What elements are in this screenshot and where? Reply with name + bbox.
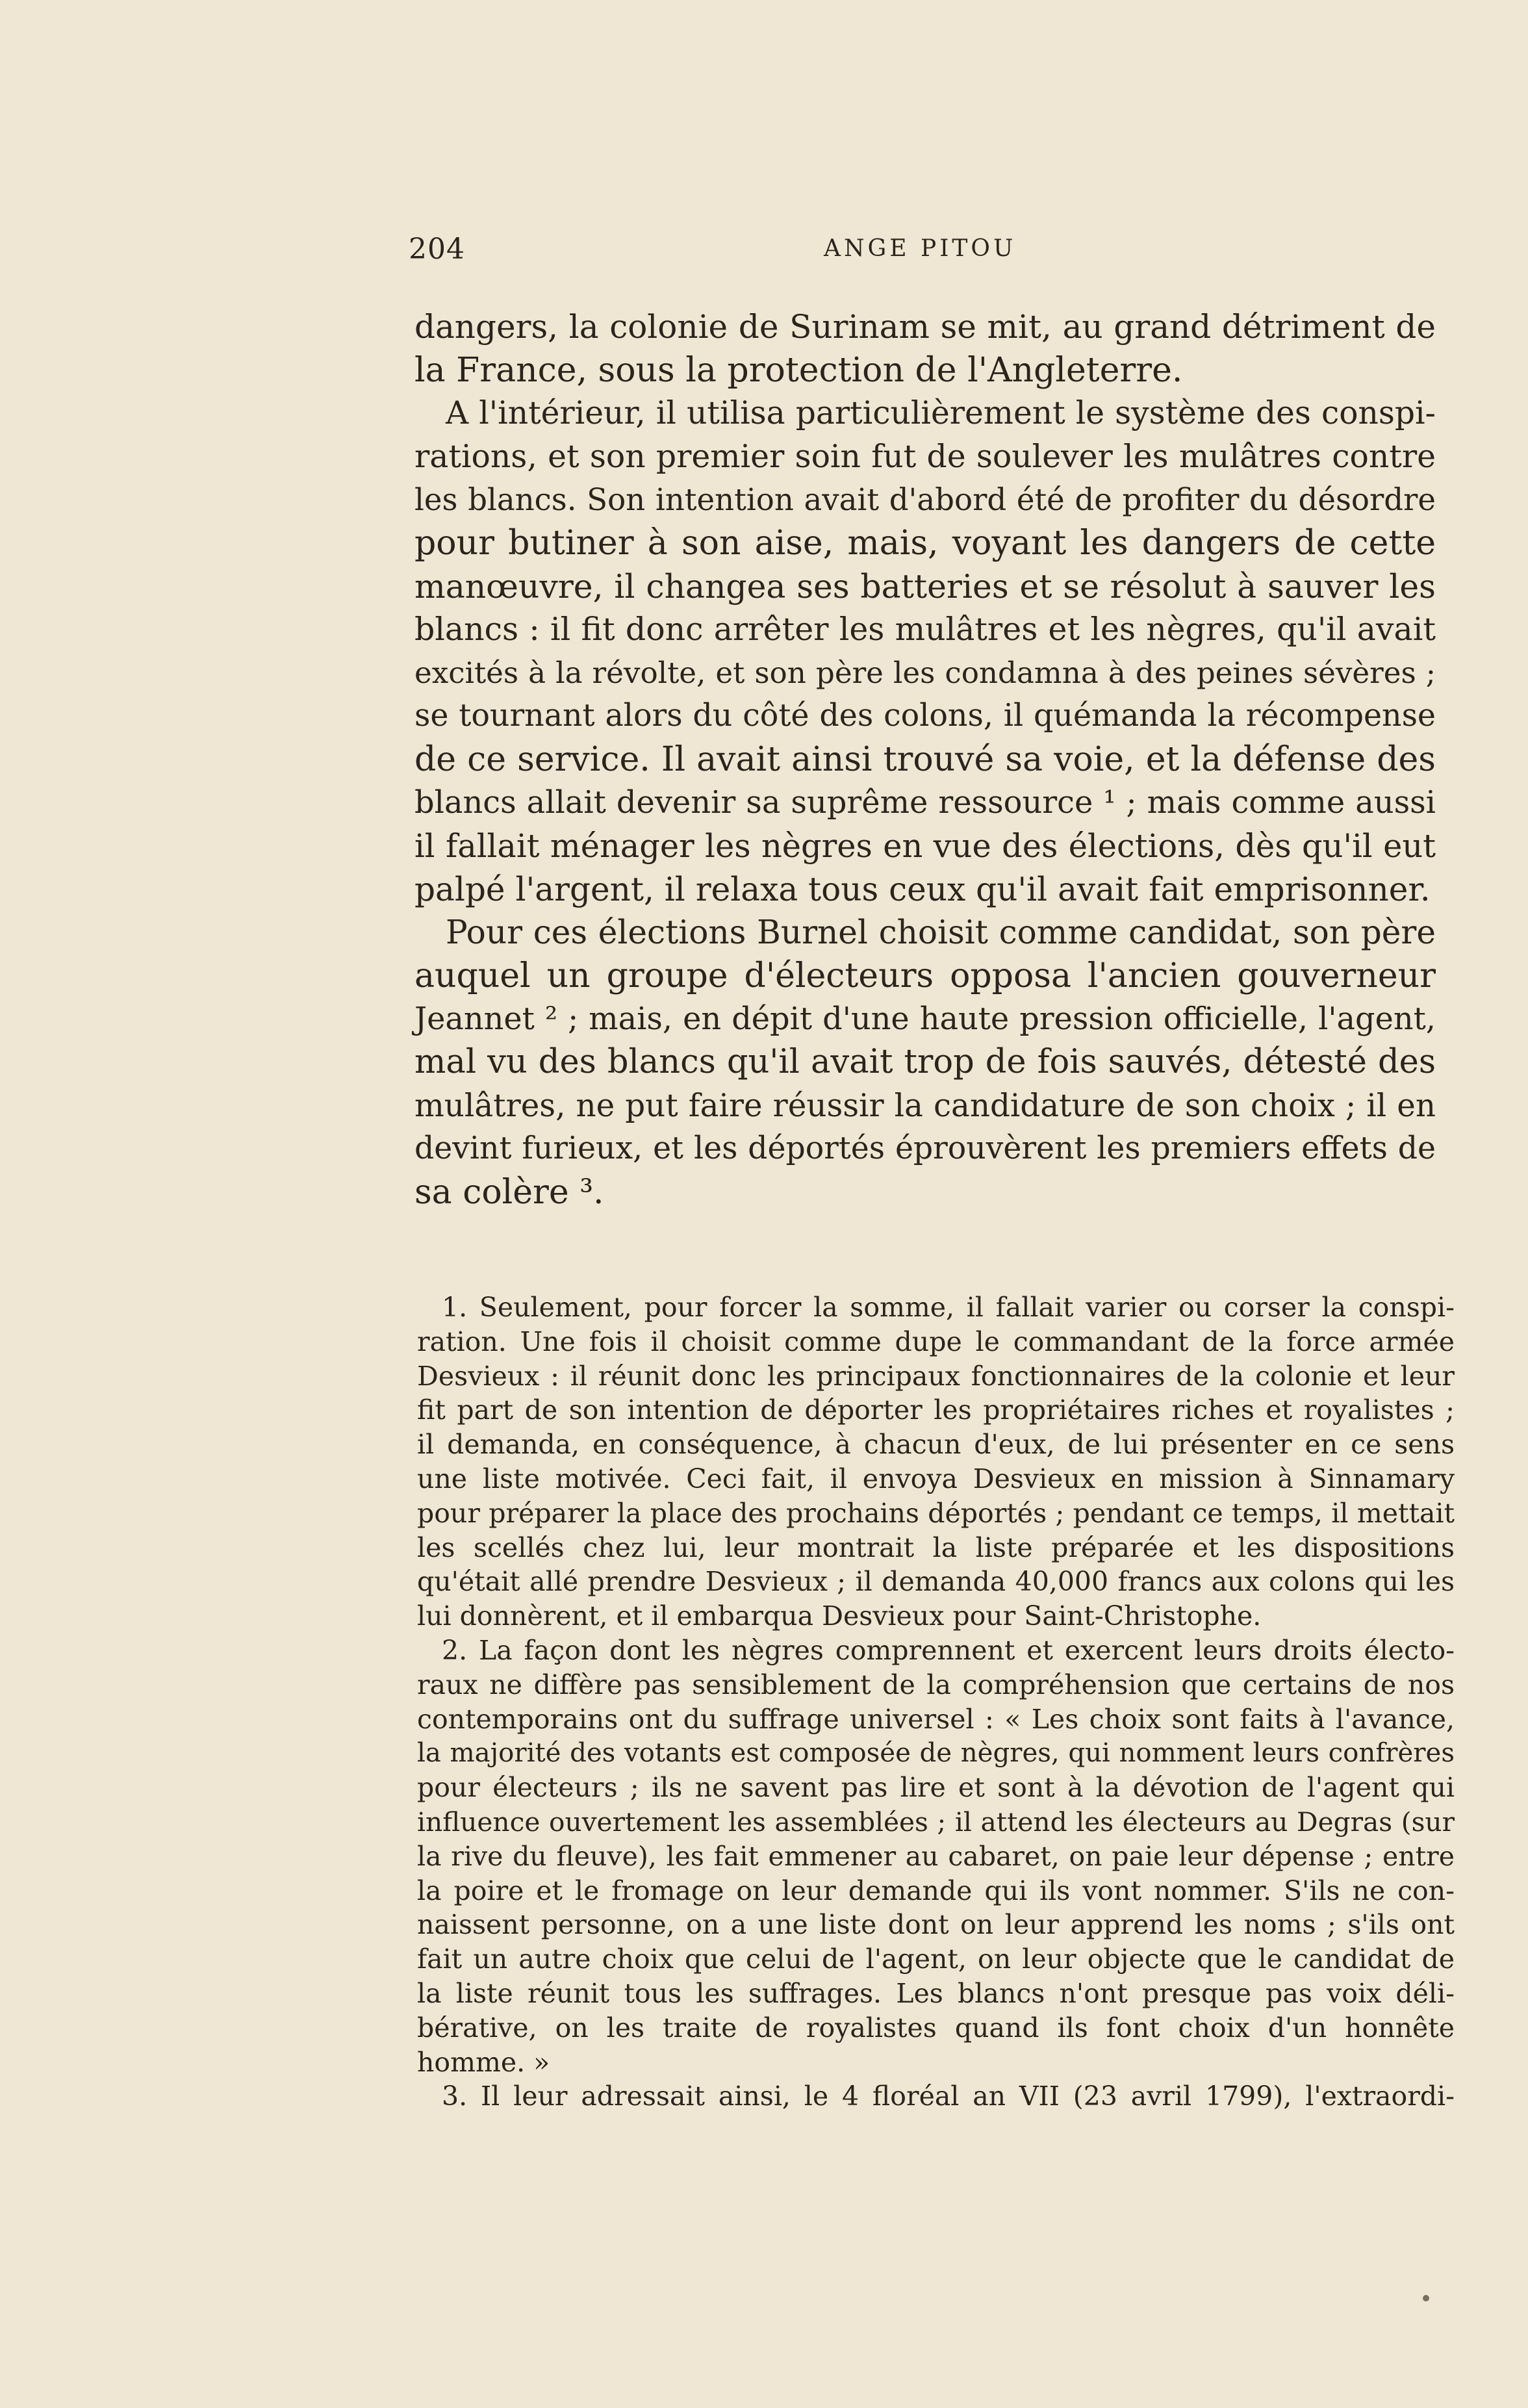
footnote-line: fait un autre choix que celui de l'agent, on leur objecte que le candidat de [417, 1943, 1455, 1975]
body-line: mal vu des blancs qu'il avait trop de fois sauvés, détesté des [414, 1043, 1436, 1082]
body-line: la France, sous la protection de l'Angleterre. [414, 350, 1183, 390]
footnote-line: la majorité des votants est composée de nègres, qui nomment leurs confrères [417, 1738, 1455, 1769]
body-line: palpé l'argent, il relaxa tous ceux qu'il avait fait emprisonner. [414, 870, 1431, 908]
footnote-line: 1. Seulement, pour forcer la somme, il fallait varier ou corser la conspi- [442, 1292, 1455, 1323]
footnote-line: une liste motivée. Ceci fait, il envoya Desvieux en mission à Sinnamary [417, 1463, 1455, 1494]
running-head: ANGE PITOU [824, 235, 1017, 262]
footnote-line: il demanda, en conséquence, à chacun d'eux, de lui présenter en ce sens [417, 1429, 1455, 1461]
footnote-line: contemporains ont du suffrage universel : « Les choix sont faits à l'avance, [417, 1703, 1455, 1735]
body-line: Jeannet ² ; mais, en dépit d'une haute pression officielle, l'agent, [414, 1001, 1436, 1037]
footnote-line: les scellés chez lui, leur montrait la liste préparée et les dispositions [417, 1531, 1455, 1563]
body-line: auquel un groupe d'électeurs opposa l'ancien gouverneur [414, 956, 1436, 995]
footnote-line: la poire et le fromage on leur demande qui ils vont nommer. S'ils ne con- [417, 1875, 1455, 1906]
body-line: rations, et son premier soin fut de soulever les mulâtres contre [414, 438, 1436, 475]
footnote-line: la liste réunit tous les suffrages. Les blancs n'ont presque pas voix déli- [417, 1977, 1455, 2009]
body-line: blancs allait devenir sa suprême ressource ¹ ; mais comme aussi [414, 784, 1436, 821]
body-line: blancs : il fit donc arrêter les mulâtres et les nègres, qu'il avait [414, 611, 1436, 648]
footnote-line: bérative, on les traite de royalistes quand ils font choix d'un honnête [417, 2012, 1455, 2043]
main-text [414, 305, 1436, 1214]
footnote-line: 2. La façon dont les nègres comprennent et exercent leurs droits électo- [442, 1634, 1455, 1666]
body-line: il fallait ménager les nègres en vue des élections, dès qu'il eut [414, 827, 1436, 865]
body-line: excités à la révolte, et son père les condamna à des peines sévères ; [414, 655, 1436, 690]
body-line: Pour ces élections Burnel choisit comme candidat, son père [446, 914, 1436, 952]
body-line: A l'intérieur, il utilisa particulièrement le système des conspi- [446, 395, 1436, 432]
footnote-line: influence ouvertement les assemblées ; il attend les électeurs au Degras (sur [417, 1806, 1455, 1838]
footnote-line: homme. » [417, 2046, 550, 2078]
body-line: se tournant alors du côté des colons, il quémanda la récompense [414, 698, 1436, 734]
footnote-line: ration. Une fois il choisit comme dupe le commandant de la force armée [417, 1326, 1455, 1357]
footnote-line: pour électeurs ; ils ne savent pas lire et sont à la dévotion de l'agent qui [417, 1772, 1455, 1804]
footnote-line: naissent personne, on a une liste dont on leur apprend les noms ; s'ils ont [417, 1909, 1455, 1941]
body-line: pour butiner à son aise, mais, voyant les dangers de cette [414, 523, 1436, 563]
body-line: mulâtres, ne put faire réussir la candidature de son choix ; il en [414, 1087, 1436, 1124]
body-line: dangers, la colonie de Surinam se mit, au grand détriment de [414, 308, 1436, 346]
footnote-line: 3. Il leur adressait ainsi, le 4 floréal an VII (23 avril 1799), l'extraordi- [442, 2081, 1455, 2112]
footnote-line: lui donnèrent, et il embarqua Desvieux pour Saint-Christophe. [417, 1600, 1262, 1632]
body-line: de ce service. Il avait ainsi trouvé sa voie, et la défense des [414, 739, 1436, 779]
body-line: les blancs. Son intention avait d'abord été de profiter du désordre [414, 482, 1436, 518]
paper-speck [1423, 2295, 1429, 2301]
footnote-line: pour préparer la place des prochains déportés ; pendant ce temps, il mettait [417, 1497, 1455, 1529]
body-line: devint furieux, et les déportés éprouvèrent les premiers effets de [414, 1131, 1436, 1167]
footnote-line: Desvieux : il réunit donc les principaux fonctionnaires de la colonie et leur [417, 1360, 1455, 1392]
body-line: manœuvre, il changea ses batteries et se résolut à sauver les [414, 567, 1436, 606]
footnote-line: la rive du fleuve), les fait emmener au cabaret, on paie leur dépense ; entre [417, 1840, 1455, 1872]
footnotes [417, 1290, 1455, 2114]
body-line: sa colère ³. [414, 1172, 604, 1212]
page-number: 204 [409, 233, 465, 266]
footnote-line: qu'était allé prendre Desvieux ; il demanda 40,000 francs aux colons qui les [417, 1566, 1455, 1598]
footnote-line: raux ne diffère pas sensiblement de la compréhension que certains de nos [417, 1669, 1455, 1700]
footnote-line: fit part de son intention de déporter les propriétaires riches et royalistes ; [417, 1394, 1455, 1426]
